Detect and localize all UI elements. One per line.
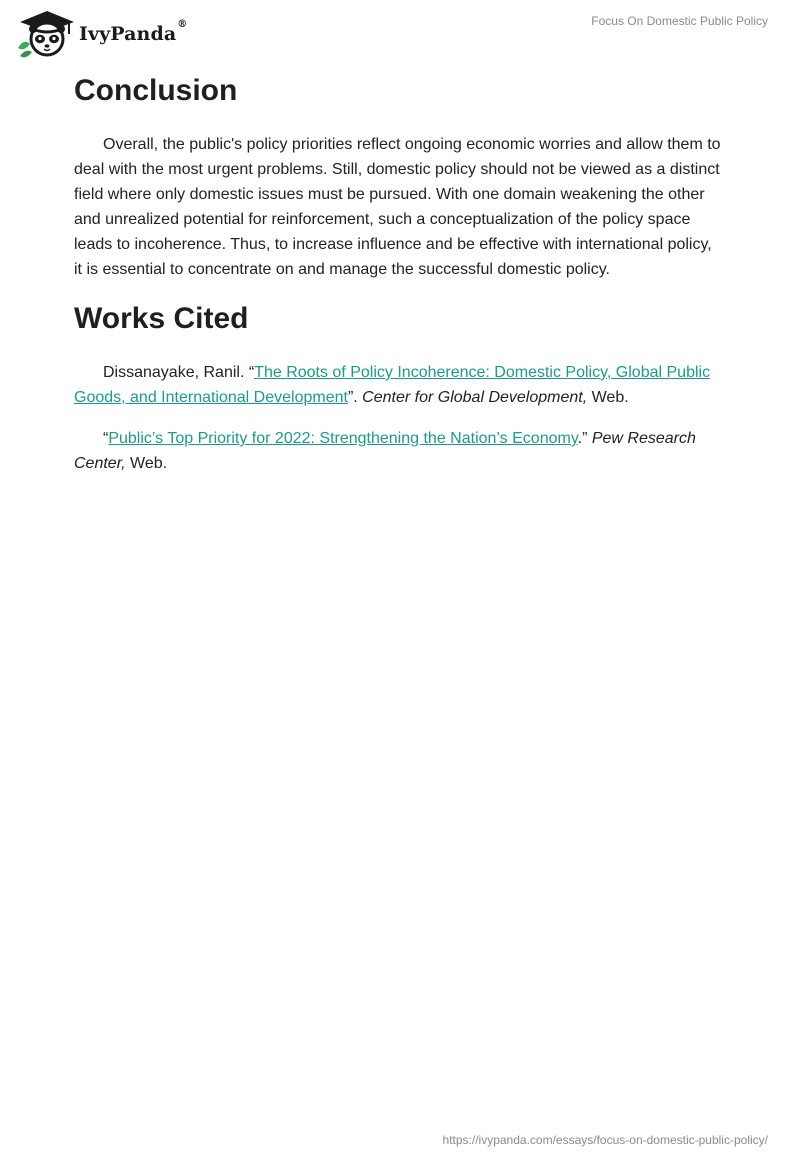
brand-name: IvyPanda® [79, 19, 188, 45]
citation-entry [74, 360, 724, 410]
page-header [0, 0, 800, 70]
citation-entry [74, 426, 724, 476]
panda-graduation-cap-icon [14, 8, 76, 58]
citation-suffix: Web. [125, 455, 168, 472]
citation-prefix: “ [103, 430, 109, 447]
footer-url[interactable]: https://ivypanda.com/essays/focus-on-domestic-public-policy/ [442, 1133, 768, 1147]
document-body [74, 72, 724, 476]
citation-prefix: Dissanayake, Ranil. “ [103, 364, 255, 381]
registered-mark: ® [177, 19, 188, 30]
citation-punctuation: ”. [347, 389, 363, 406]
ivypanda-logo[interactable] [14, 8, 187, 58]
header-document-title: Focus On Domestic Public Policy [591, 14, 768, 28]
citation-source: Center for Global Development, [362, 389, 588, 406]
citation-punctuation: .” [577, 430, 592, 447]
works-cited-heading: Works Cited [74, 302, 249, 335]
citation-link[interactable]: The Roots of Policy Incoherence: Domestic Policy, Global Public Goods, and International Development [74, 364, 711, 406]
citation-source: Pew Research Center, [74, 430, 696, 472]
conclusion-heading: Conclusion [74, 74, 238, 107]
citation-suffix: Web. [587, 389, 629, 406]
citation-link[interactable]: Public’s Top Priority for 2022: Strengthening the Nation’s Economy [108, 430, 578, 447]
conclusion-paragraph: Overall, the public's policy priorities reflect ongoing economic worries and allow them to deal with the most urgent problems. Still, domestic policy should not be viewed as a distinct field where only domestic issues must be pursued. With one domain weakening the other and unrealized potential for reinforcement, such a conceptualization of the policy space leads to incoherence. Thus, to increase influence and be effective with international policy, it is essential to concentrate on and manage the successful domestic policy. [74, 136, 721, 278]
